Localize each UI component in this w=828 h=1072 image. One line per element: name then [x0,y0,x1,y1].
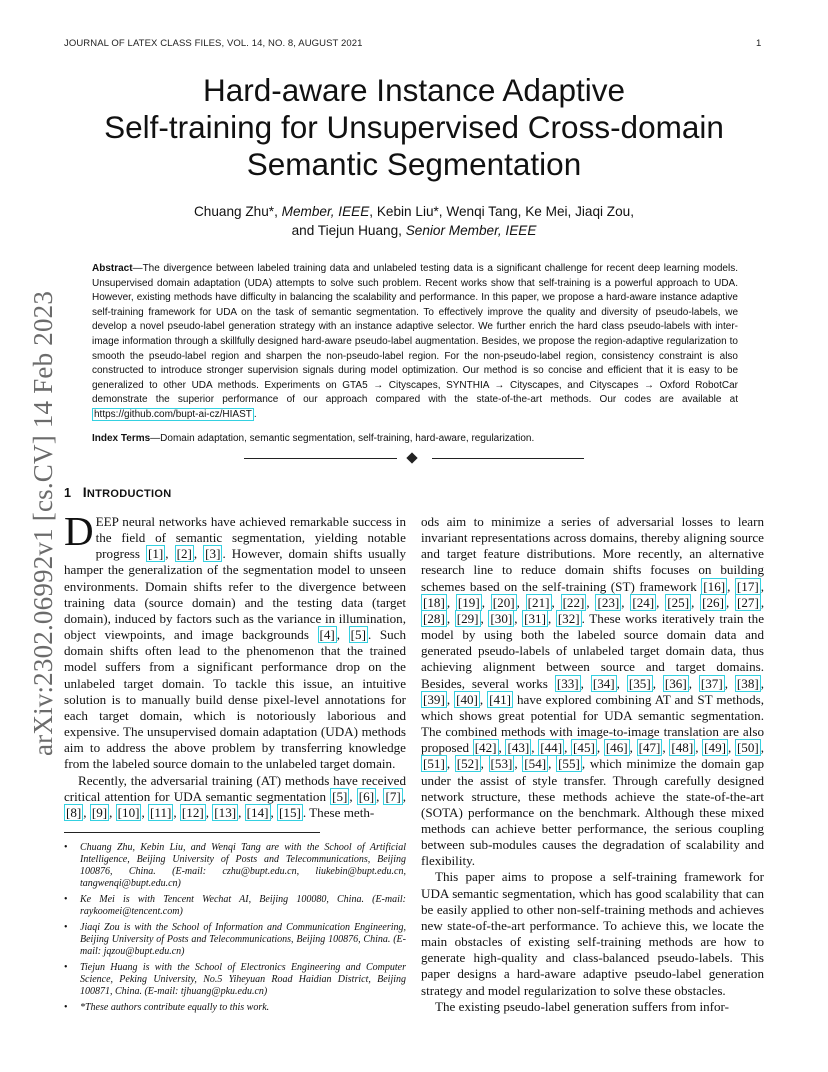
citation[interactable]: [47] [638,740,661,756]
citation[interactable]: [20] [492,594,515,610]
citation[interactable]: [38] [736,675,759,691]
citation-group: [42] , [43] , [44] , [45] , [46] , [47] , [48] , [49] , [50] , [51] , [52] , [53] , [54] , [55] [423,740,765,772]
footnote: • Chuang Zhu, Kebin Liu, and Wenqi Tang are with the School of Artificial Intelligence, Beijing University of Posts and Telecommunications, Beijing 100876, China. (E-mail: czhu@bupt.edu.cn, liukebin@bupt.edu.cn, tangwenqi@bupt.edu.cn) [64,842,406,890]
citation[interactable]: [48] [671,740,694,756]
abstract-text: —The divergence between labeled training data and unlabeled testing data is a significant challenge for recent deep learning models. Unsupervised domain adaptation (UDA) attempts to solve such problem. Recent works show that self-training is a powerful approach to UDA. However, existing methods have difficulty in balancing the scalability and performance. In this paper, we propose a hard-aware instance adaptive self-training framework for UDA on the task of semantic segmentation. To effectively improve the quality and diversity of pseudo-labels, we develop a novel pseudo-label generation strategy with an instance adaptive selector. We further enrich the hard class pseudo-labels with inter-image information through a skillfully designed hard-aware pseudo-label augmentation. Besides, we propose the region-adaptive regularization to smooth the pseudo-label region and sharpen the non-pseudo-label region. For the non-pseudo-label region, consistency constraint is also constructed to introduce stronger supervision signals during model optimization. Our method is so concise and efficient that it is easy to be generalized to other UDA methods. Experiments on GTA5 → Cityscapes, SYNTHIA → Cityscapes, and Cityscapes → Oxford RobotCar demonstrate the superior performance of our approach compared with the state-of-the-art methods. Our codes are available at [92,263,738,406]
column-right [421,514,764,1015]
citation[interactable]: [30] [490,610,513,626]
citation-group: [5] , [6] , [7] , [8] , [9] , [10] , [11] , [12] , [13] , [14] , [15] [66,788,407,820]
column-left [64,508,407,821]
citation[interactable]: [55] [558,756,580,772]
citation[interactable]: [26] [702,594,724,610]
paragraph [421,514,764,869]
citation-group: [33] , [34] , [35] , [36] , [37] , [38] , [39] , [40] , [41] [423,675,765,707]
citation[interactable]: [5] [350,627,366,643]
citation[interactable]: [15] [279,804,301,820]
citation[interactable]: [25] [667,594,690,610]
paper-title [60,72,768,183]
citation[interactable]: [36] [664,675,687,691]
running-header: JOURNAL OF LATEX CLASS FILES, VOL. 14, NO. 8, AUGUST 2021 [64,38,363,49]
citation[interactable]: [12] [181,804,204,820]
citation[interactable]: [34] [592,675,615,691]
citation[interactable]: [27] [737,594,759,610]
citation[interactable]: [3] [205,546,221,562]
citation[interactable]: [16] [703,578,726,594]
citation[interactable]: [31] [524,610,546,626]
citation[interactable]: [42] [474,740,497,756]
citation[interactable]: [51] [423,756,445,772]
section-title: I [82,484,87,500]
citation[interactable]: [19] [457,594,480,610]
section-divider [244,458,584,459]
citation[interactable]: [52] [456,756,479,772]
citation[interactable]: [35] [628,675,651,691]
abstract-end: . [253,408,257,420]
citation[interactable]: [2] [176,546,192,562]
text: . Such domain shifts often lead to the phenomenon that the trained model suffers from a significant performance drop on the unlabeled target domain. To tackle this issue, an intuitive solution is to manually build dense pixel-level annotations for each target domain, which is notoriously laborious and expensive. The unsupervised domain adaptation (UDA) methods aim to address the above problem by transferring knowledge from the labeled source domain to the unlabeled target domain. [64,627,407,772]
text: have explored combining AT and ST methods, which shows great potential for UDA semantic segmentation. The combined methods with image-to-image translation are also proposed [421,691,764,756]
citation[interactable]: [49] [704,740,726,756]
citation[interactable]: [7] [385,788,401,804]
citation[interactable]: [28] [423,610,445,626]
text: . However, domain shifts usually hamper the generalization of the segmentation model to unseen environments. Domain shifts refer to the divergence between training data (source domain) and the testing data (target domain), induced by factors such as the variance in illumination, object viewpoints, and image backgrounds [64,546,407,643]
citation[interactable]: [32] [557,610,580,626]
text: Recently, the adversarial training (AT) methods have received critical attention for UDA semantic segmentation [64,772,406,804]
index-terms [92,432,738,446]
citation[interactable]: [24] [632,594,655,610]
arxiv-id: arXiv:2302.06992v1 [cs.CV] 14 Feb 2023 [28,290,58,756]
citation[interactable]: [22] [562,594,585,610]
text: EEP neural networks have achieved remarkable success in the field of semantic segmentation, yielding notable progress [95,514,406,562]
author-text: Chuang Zhu*, [193,204,282,219]
citation[interactable]: [8] [66,804,82,820]
citation[interactable]: [39] [423,691,445,707]
citation[interactable]: [37] [700,675,723,691]
citation[interactable]: [44] [540,740,563,756]
index-terms-label: Index Terms [92,433,151,444]
citation[interactable]: [17] [736,578,759,594]
title-line: Hard-aware Instance Adaptive [203,72,625,108]
footnote: • Ke Mei is with Tencent Wechat AI, Beijing 100080, China. (E-mail: raykoomei@tencent.com) [64,894,406,918]
citation[interactable]: [46] [605,740,628,756]
paragraph: This paper aims to propose a self-training framework for UDA semantic segmentation, which has good scalability that can be easily applied to other non-self-training methods and achieves new state-of-the-art performance. To achieve this, we locate the main obstacles of existing self-training methods are how to generate high-quality and class-balanced pseudo-labels. This paper designs a hard-aware adaptive pseudo-label generation strategy and model regularization to solve these obstacles. [421,869,764,998]
title-line: Semantic Segmentation [246,146,582,182]
footnotes [64,842,406,1018]
abstract-label: Abstract [92,263,133,274]
author-text: , Kebin Liu*, Wenqi Tang, Ke Mei, Jiaqi Zou, [369,204,635,219]
section-title-rest: NTRODUCTION [86,488,172,500]
footnote-rule [64,832,320,833]
citation[interactable]: [13] [214,804,237,820]
citation[interactable]: [33] [556,675,579,691]
citation[interactable]: [21] [527,594,550,610]
diamond-icon [406,452,417,463]
text: . These meth- [302,804,375,820]
text: , which minimize the domain gap under the assist of style transfer. Through carefully designed network structure, these methods achieve the state-of-the-art (SOTA) performance on the benchmark. Although these mixed methods can achieve better performance, the serious coupling between sub-modules causes the degradation of scalability and flexibility. [421,756,765,869]
citation[interactable]: [14] [246,804,269,820]
citation[interactable]: [11] [150,804,172,820]
page-number: 1 [756,38,762,49]
code-link[interactable]: https://github.com/bupt-ai-cz/HIAST [94,408,252,420]
footnote: • Jiaqi Zou is with the School of Information and Communication Engineering, Beijing University of Posts and Telecommunications, Beijing 100876, China. (E-mail: jqzou@bupt.edu.cn) [64,922,406,958]
citation[interactable]: [4] [319,627,335,643]
citation[interactable]: [5] [332,788,348,804]
citation[interactable]: [41] [489,691,511,707]
paragraph: The existing pseudo-label generation suffers from infor- [435,998,730,1014]
citation[interactable]: [23] [597,594,620,610]
citation[interactable]: [54] [524,756,547,772]
author-list [60,202,768,240]
citation[interactable]: [1] [148,546,164,562]
paragraph: DEEP neural networks have achieved remarkable success in the field of semantic segmentation, yielding notable progress [1] , [2] , [3] . However, domain shifts usually hamper the generalization of the segmentation model to unseen environments. Domain shifts refer to the divergence between training data (source domain) and the testing data (target domain), induced by factors such as the variance in illumination, object viewpoints, and image backgrounds [4] , [5] . Such domain shifts often lead to the phenomenon that the trained model suffers from a significant performance drop on the unlabeled target domain. To tackle this issue, an intuitive solution is to manually build dense pixel-level annotations for each target domain, which is notoriously laborious and expensive. The unsupervised domain adaptation (UDA) methods aim to address the above problem by transferring knowledge from the labeled source domain to the unlabeled target domain. [64,508,407,772]
author-title: Member, IEEE [281,204,370,219]
abstract [92,262,738,423]
citation[interactable]: [43] [507,740,530,756]
footnote: • Tiejun Huang is with the School of Electronics Engineering and Computer Science, Peking University, No.5 Yiheyuan Road Haidian District, Beijing 100871, China. (E-mail: tjhuang@pku.edu.cn) [64,962,406,998]
text: ods aim to minimize a series of adversarial losses to learn invariant representations across domains, thereby aligning source and target feature distributions. More recently, an alternative research line to reduce domain shifts focuses on building schemes based on the self-training (ST) framework [421,514,764,594]
citation[interactable]: [53] [490,756,513,772]
citation[interactable]: [45] [573,740,595,756]
drop-cap: D [64,508,94,554]
text: . These works iteratively train the model by using both the labeled source domain data and generated pseudo-labels of unlabeled target domain data, thus achieving alignment between source and target domains. Besides, several works [421,610,765,691]
paragraph [64,773,406,821]
citation[interactable]: [40] [456,691,478,707]
footnote: • *These authors contribute equally to this work. [64,1002,406,1014]
section-number: 1 [64,486,72,500]
citation[interactable]: [10] [117,804,140,820]
title-line: Self-training for Unsupervised Cross-domain [104,109,724,145]
citation[interactable]: [18] [423,594,445,610]
arxiv-sidebar [22,286,58,756]
citation[interactable]: [29] [456,610,479,626]
citation[interactable]: [9] [91,804,108,820]
section-heading [64,484,172,500]
author-title: Senior Member, IEEE [405,223,537,238]
author-text: and Tiejun Huang, [291,223,406,238]
citation[interactable]: [50] [736,740,759,756]
citation-group: [16] , [17] , [18] , [19] , [20] , [21] , [22] , [23] , [24] , [25] , [26] , [27] , [28] , [29] , [30] , [31] , [32] [423,578,765,626]
index-terms-text: —Domain adaptation, semantic segmentation, self-training, hard-aware, regularization. [150,433,535,444]
citation[interactable]: [6] [358,788,375,804]
